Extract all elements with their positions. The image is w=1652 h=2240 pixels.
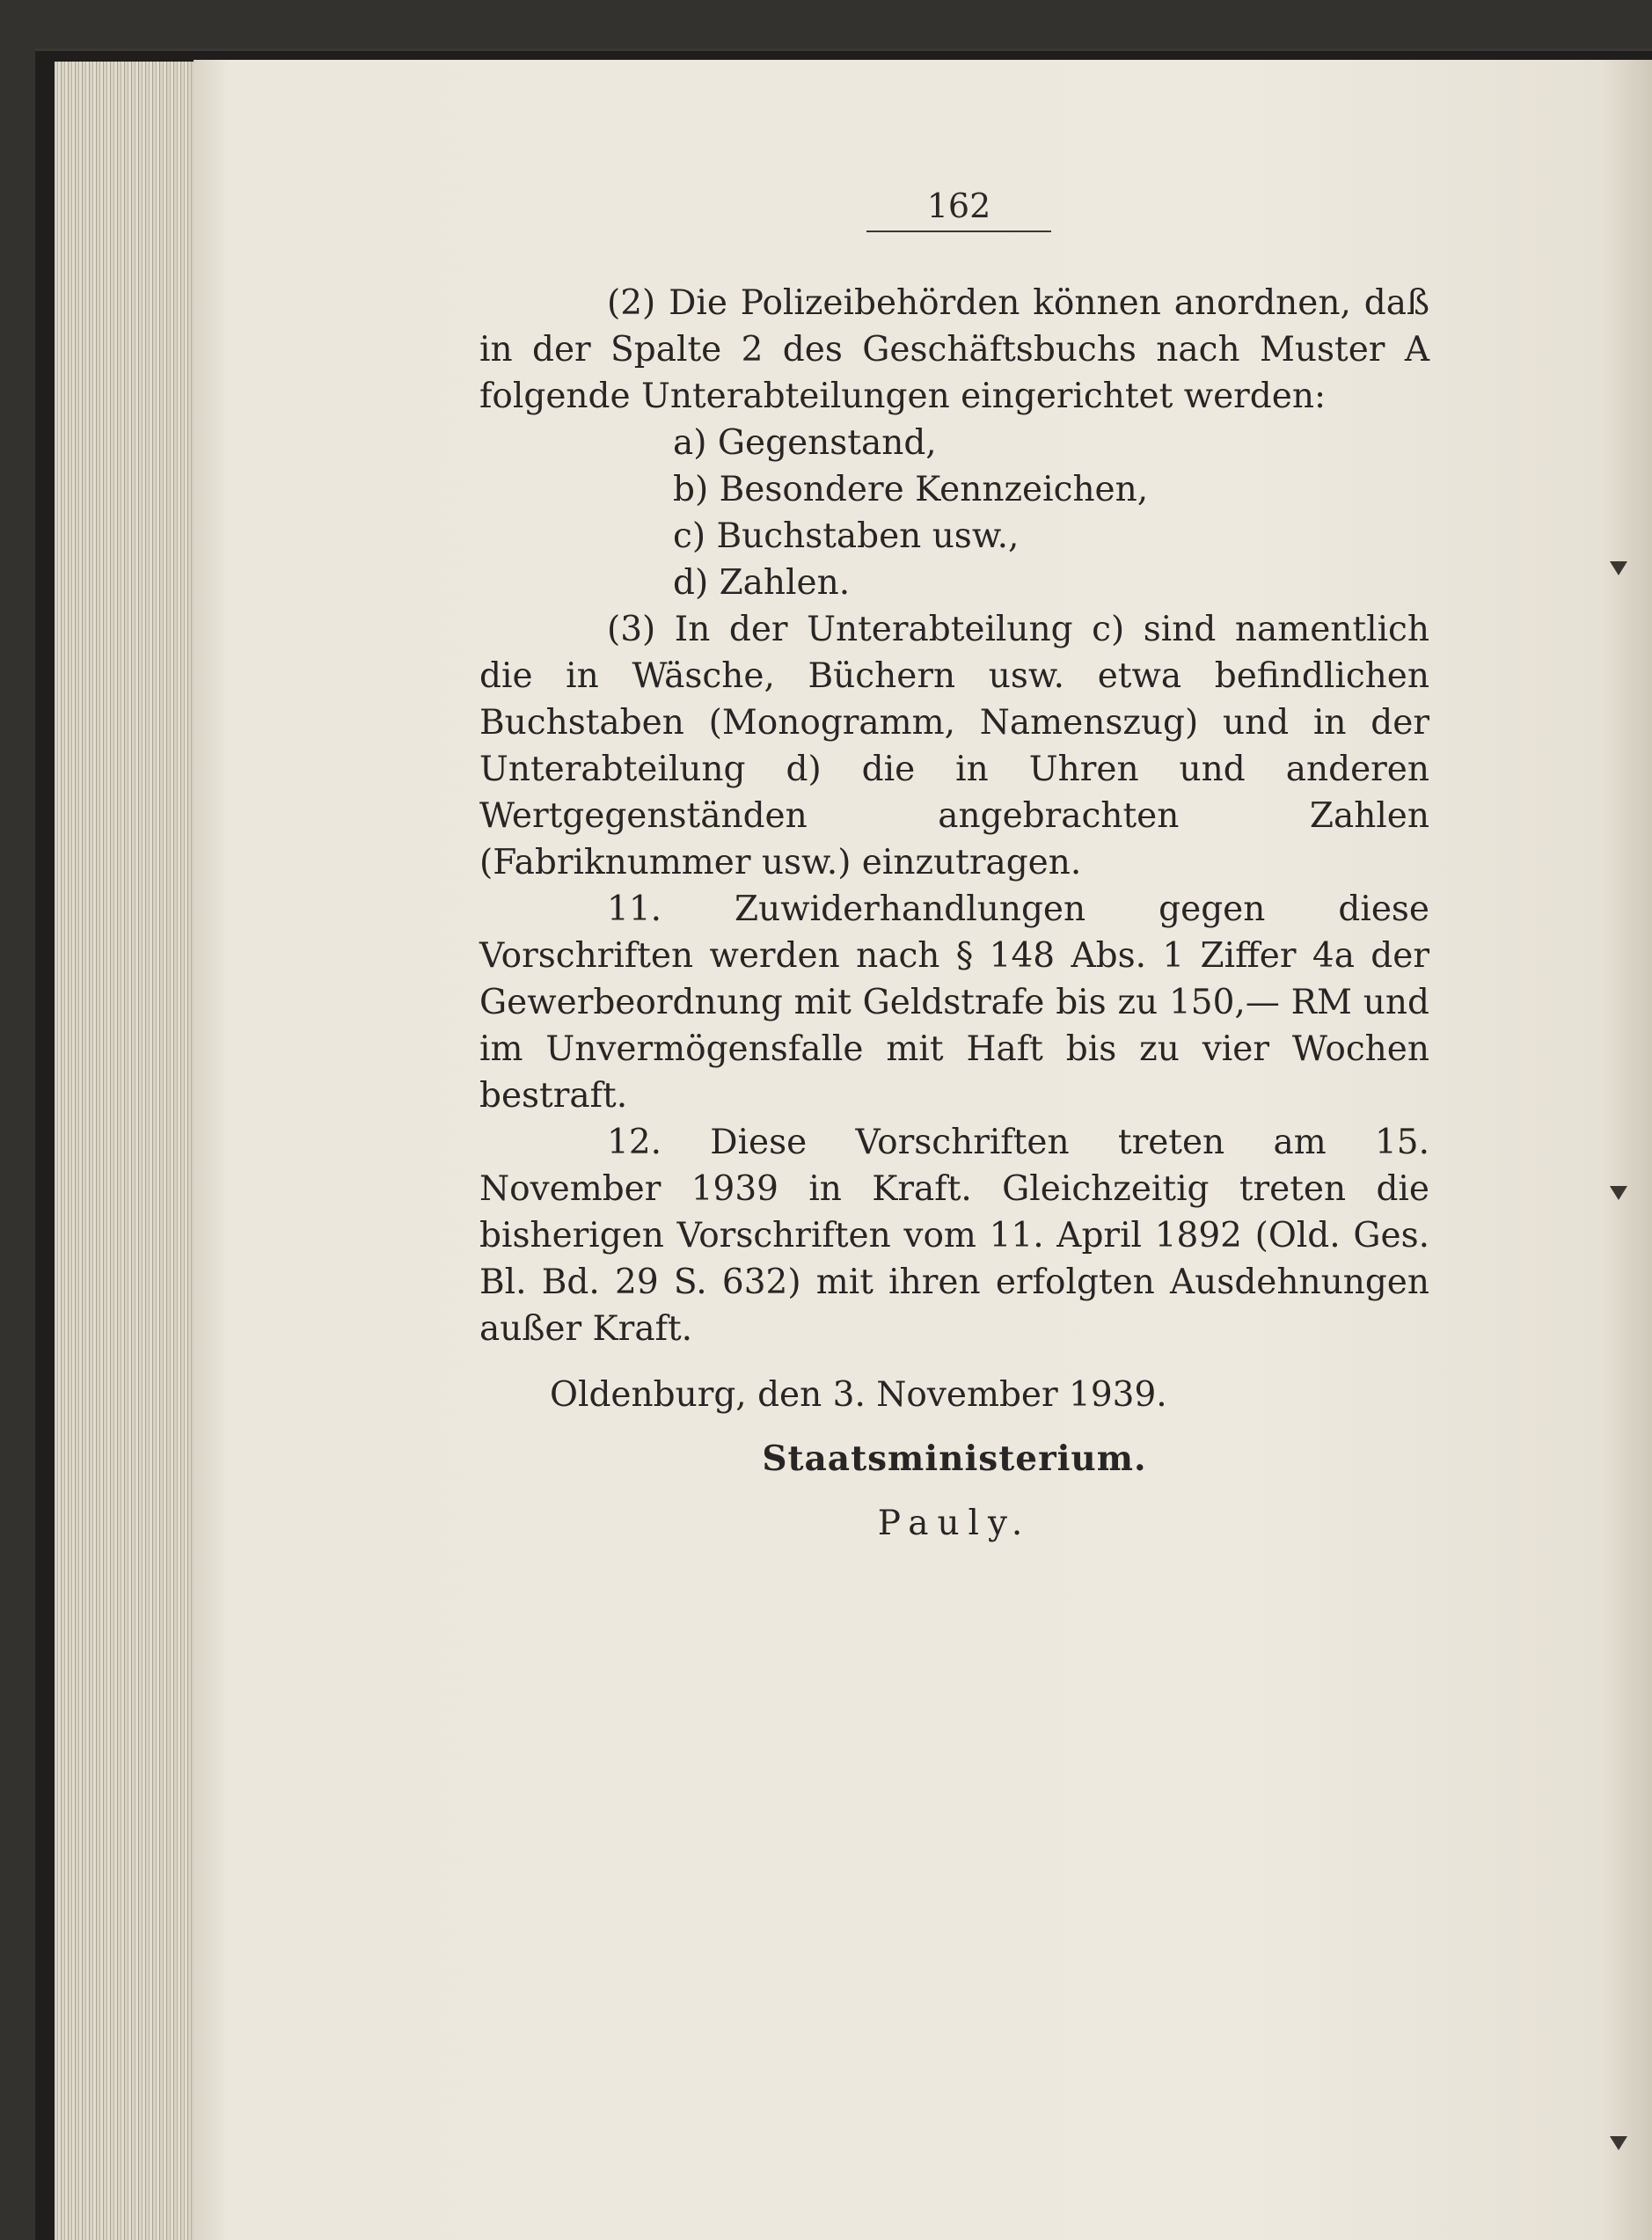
- place-date: Oldenburg, den 3. November 1939.: [550, 1375, 1167, 1415]
- page-notch: [1610, 561, 1627, 575]
- page-notch: [1610, 1186, 1627, 1200]
- list-item-a: a) Gegenstand,: [673, 423, 937, 463]
- section-11: 11. Zuwiderhandlungen gegen diese Vorschriften werden nach § 148 Abs. 1 Ziffer 4a der Gewerbeordnung mit Geldstrafe bis zu 150,— RM und im Unvermögensfalle mit Haft bis zu vier Wochen bestraft.: [479, 889, 1429, 1116]
- list-item-b: b) Besondere Kennzeichen,: [673, 470, 1149, 509]
- page-number: 162: [926, 187, 991, 225]
- page-notch: [1610, 2136, 1627, 2150]
- list-item-c: c) Buchstaben usw.,: [673, 516, 1020, 556]
- page-edges: [55, 62, 204, 2240]
- paragraph-2: (2) Die Polizeibehörden können anordnen, daß in der Spalte 2 des Geschäftsbuchs nach Muster A folgende Unterabteilungen eingerichtet werden:: [479, 283, 1429, 416]
- list-item-d: d) Zahlen.: [673, 563, 851, 603]
- body-text: [479, 280, 1429, 1547]
- ministry-name: Staatsministerium.: [762, 1438, 1147, 1479]
- paragraph-3: (3) In der Unterabteilung c) sind namentlich die in Wäsche, Büchern usw. etwa befindlichen Buchstaben (Monogramm, Namenszug) und in der Unterabteilung d) die in Uhren und anderen Wertgegenständen angebrachten Zahlen (Fabriknummer usw.) einzutragen.: [479, 610, 1429, 882]
- header-rule: [866, 231, 1051, 232]
- signer-name: Pauly.: [877, 1504, 1032, 1543]
- section-12: 12. Diese Vorschriften treten am 15. November 1939 in Kraft. Gleichzeitig treten die bisherigen Vorschriften vom 11. April 1892 (Old. Ges. Bl. Bd. 29 S. 632) mit ihren erfolgten Ausdehnungen außer Kraft.: [479, 1123, 1429, 1349]
